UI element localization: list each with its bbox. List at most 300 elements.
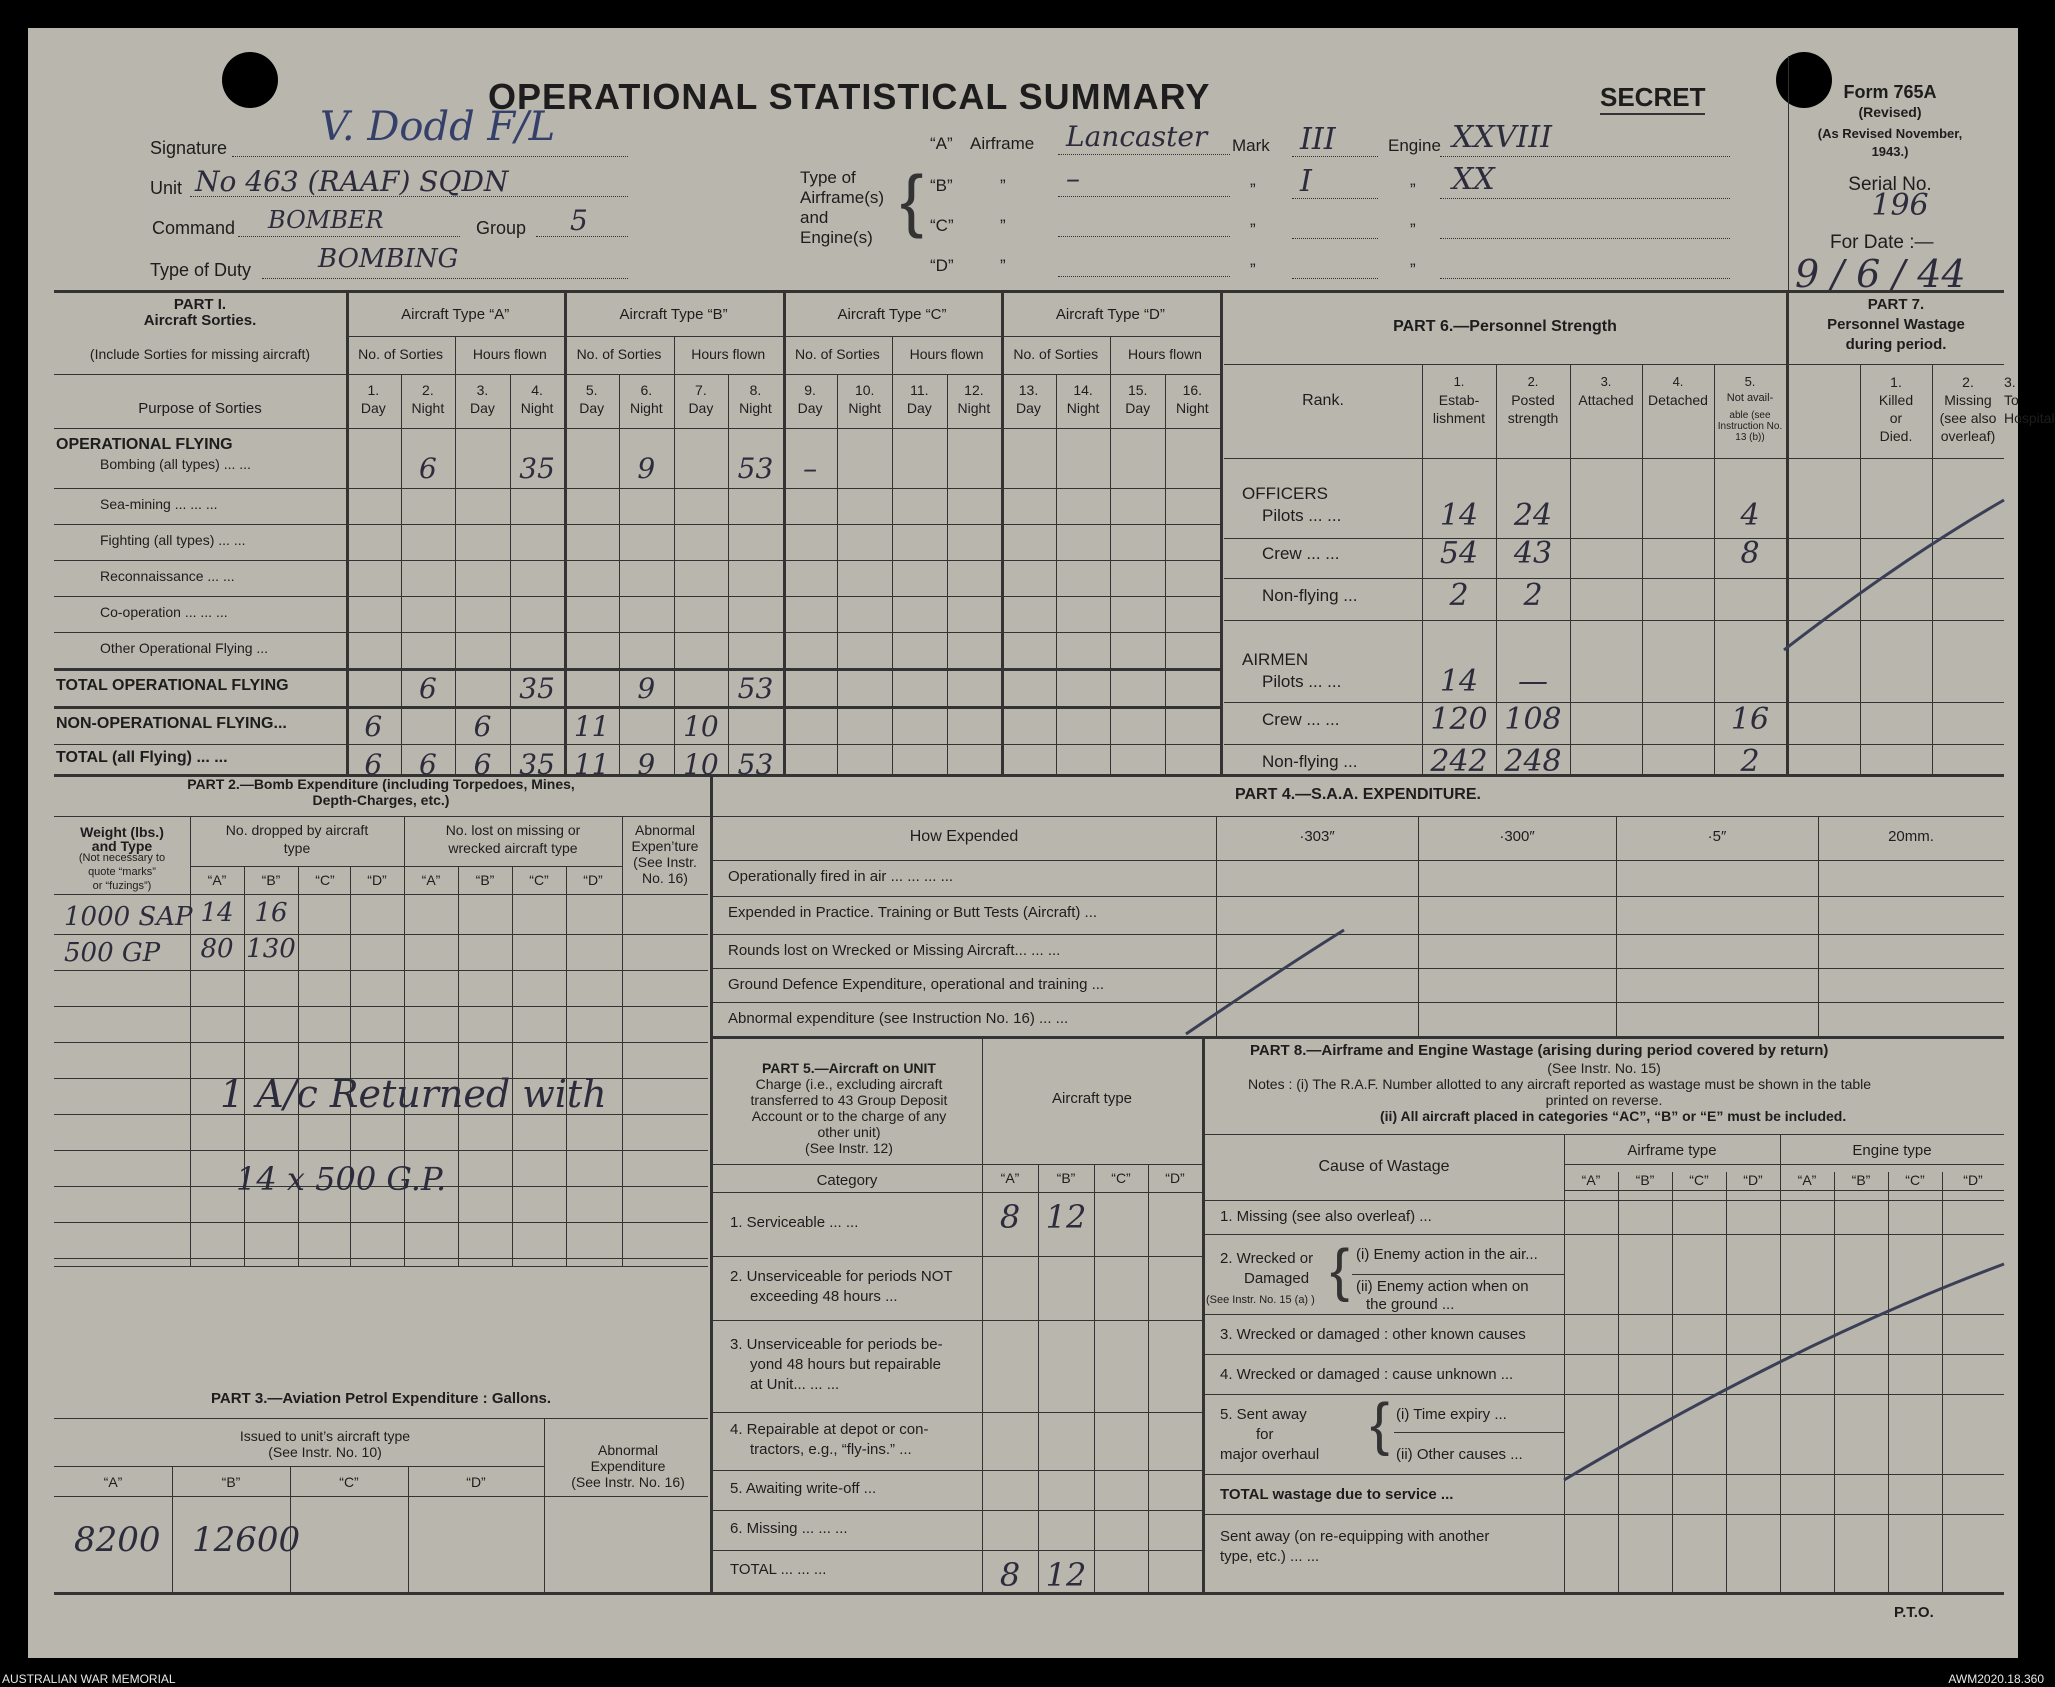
sortie-row-label: Bombing (all types) ... ...	[100, 456, 251, 472]
p6-col-number: 4.	[1672, 374, 1684, 389]
p6-col-number: 3.	[1600, 374, 1612, 389]
form-title: OPERATIONAL STATISTICAL SUMMARY	[488, 76, 1211, 117]
p3-letter: “A”	[103, 1474, 123, 1490]
p7-col-title: (see also	[1939, 410, 1997, 426]
part4-strike	[1186, 930, 1344, 1034]
personnel-value: 2	[1740, 744, 1760, 779]
p7-col-title: 2.	[1962, 374, 1974, 390]
saa-caliber: ·303″	[1299, 828, 1335, 845]
sortie-row-label: Fighting (all types) ... ...	[100, 532, 246, 548]
p6-col-title2: strength	[1507, 410, 1559, 426]
p6-col-number: 5.	[1744, 374, 1756, 389]
aircraft-type-header: Aircraft Type “D”	[1055, 306, 1165, 323]
airframe-label: Airframe	[970, 134, 1035, 153]
issued-header2: (See Instr. No. 10)	[268, 1444, 382, 1460]
sortie-row-label: Sea-mining ... ... ...	[100, 496, 218, 512]
col-number: 8.	[749, 382, 762, 398]
col-number: 3.	[476, 382, 489, 398]
weight-header: or “fuzings”)	[92, 880, 152, 892]
enemy-ground: (ii) Enemy action when on	[1356, 1278, 1529, 1295]
col-daynight: Day	[1016, 400, 1041, 416]
bomb-type: 500 GP	[64, 938, 161, 968]
date-value: 9 / 6 / 44	[1795, 252, 1966, 296]
p6-col-title2: lishment	[1432, 410, 1486, 426]
category-header: Category	[816, 1172, 878, 1189]
sent-away: 5. Sent away	[1220, 1406, 1307, 1423]
personnel-value: 16	[1730, 702, 1770, 737]
sorties-header: No. of Sorties	[794, 346, 880, 362]
sortie-value: 9	[637, 672, 656, 705]
p6-col-title: Not avail-	[1726, 392, 1774, 404]
sortie-value: 53	[737, 672, 774, 705]
col-number: 11.	[910, 382, 929, 398]
category-label3: at Unit... ... ...	[750, 1376, 840, 1393]
p7-col-title: To	[2004, 392, 2019, 408]
total-wastage: TOTAL wastage due to service ...	[1220, 1486, 1454, 1503]
weight-header: Weight (lbs.)	[80, 824, 164, 840]
sortie-value: 10	[683, 710, 719, 743]
group-value: 5	[570, 204, 588, 237]
p7-col-title: or	[1889, 410, 1903, 426]
sortie-row-label: Co-operation ... ... ...	[100, 604, 228, 620]
ditto-mark: ”	[1410, 260, 1416, 279]
part1-include: (Include Sorties for missing aircraft)	[89, 346, 311, 362]
secret-label: SECRET	[1600, 82, 1705, 115]
aircraft-count-a: 8	[999, 1198, 1021, 1236]
aircraft-type-header: Aircraft type	[1051, 1090, 1133, 1107]
col-daynight: Night	[1066, 400, 1100, 416]
col-daynight: Night	[848, 400, 882, 416]
category-label: 2. Unserviceable for periods NOT	[730, 1268, 953, 1285]
p3-letter: “B”	[221, 1474, 241, 1490]
petrol-value: 8200	[74, 1520, 161, 1560]
personnel-value: 54	[1439, 536, 1479, 571]
ditto-mark: ”	[1410, 220, 1416, 239]
saa-caliber: 20mm.	[1888, 828, 1934, 845]
how-expended-header: How Expended	[909, 828, 1019, 845]
ditto-mark: ”	[1410, 180, 1416, 199]
sortie-row-label: TOTAL (all Flying) ... ...	[56, 749, 228, 766]
col-number: 1.	[367, 382, 380, 398]
personnel-value: 120	[1430, 702, 1488, 737]
date-label: For Date :—	[1830, 232, 1934, 253]
rank-header: Rank.	[1302, 392, 1344, 409]
saa-row-label: Ground Defence Expenditure, operational and training ...	[728, 976, 1105, 993]
enemy-air: (i) Enemy action in the air...	[1356, 1246, 1538, 1263]
ditto-mark: ”	[1000, 256, 1006, 275]
category-label2: yond 48 hours but repairable	[750, 1356, 941, 1373]
part1-title: PART I.	[173, 296, 227, 313]
p2-letter-header: “D”	[583, 872, 603, 888]
part7-title: PART 7.	[1867, 296, 1925, 313]
aircraft-count-b: 12	[1045, 1556, 1087, 1594]
airframe-letter: “D”	[930, 256, 954, 275]
p7-col-title: overleaf)	[1940, 428, 1996, 444]
sortie-value: 9	[637, 452, 656, 485]
purpose-label: Purpose of Sorties	[138, 400, 262, 417]
col-daynight: Night	[739, 400, 772, 416]
ditto-mark: ”	[1000, 216, 1006, 235]
p8-letter: “A”	[1797, 1172, 1817, 1188]
sortie-value: 53	[737, 748, 774, 781]
part5-title: other unit)	[817, 1124, 881, 1140]
p6-col-title2: able (see Instruction No. 13 (b))	[1717, 410, 1783, 443]
operational-flying-heading: OPERATIONAL FLYING	[56, 436, 233, 453]
category-label: 5. Awaiting write-off ...	[730, 1480, 877, 1497]
part5-title: transferred to 43 Group Deposit	[750, 1092, 948, 1108]
p7-col-title: Killed	[1878, 392, 1914, 408]
sortie-value: 6	[364, 748, 383, 781]
airframe-letter: “C”	[930, 216, 954, 235]
airframe-type-header: Airframe type	[1627, 1142, 1717, 1159]
personnel-value: 248	[1504, 744, 1562, 779]
category-label: 4. Repairable at depot or con-	[730, 1421, 929, 1438]
time-expiry: (i) Time expiry ...	[1396, 1406, 1507, 1423]
part5-title: Charge (i.e., excluding aircraft	[755, 1076, 943, 1092]
p5-letter: “A”	[1000, 1170, 1020, 1186]
signature-label: Signature	[150, 138, 228, 158]
p3-abnormal-header: Abnormal	[598, 1442, 658, 1458]
p8-letter: “B”	[1635, 1172, 1655, 1188]
dropped-header2: type	[283, 840, 311, 856]
aircraft-count-b: 12	[1045, 1198, 1087, 1236]
mark-value: I	[1300, 164, 1312, 199]
p2-letter-header: “C”	[315, 872, 335, 888]
col-number: 15.	[1127, 382, 1148, 398]
saa-caliber: ·300″	[1499, 828, 1535, 845]
col-daynight: Day	[906, 400, 932, 416]
part8-note1b: printed on reverse.	[1545, 1092, 1663, 1108]
part7-subtitle: Personnel Wastage	[1827, 316, 1965, 333]
officers-heading: OFFICERS	[1242, 484, 1328, 503]
p8-letter: “D”	[1963, 1172, 1983, 1188]
form-revised: (Revised)	[1858, 104, 1922, 120]
sortie-value: 11	[573, 748, 610, 781]
aircraft-type-header: Aircraft Type “C”	[837, 306, 947, 323]
category-label2: exceeding 48 hours ...	[750, 1288, 898, 1305]
airframe-letter: “B”	[930, 176, 953, 195]
sortie-value: –	[803, 452, 818, 485]
pto-label: P.T.O.	[1894, 1604, 1934, 1621]
personnel-value: 242	[1430, 744, 1488, 779]
personnel-value: 2	[1523, 578, 1543, 613]
col-number: 7.	[695, 382, 707, 398]
col-daynight: Night	[1175, 400, 1209, 416]
bomb-count-b: 130	[246, 934, 296, 964]
personnel-row-label: Non-flying ...	[1262, 586, 1358, 605]
part8-strike	[1564, 1264, 2004, 1480]
saa-caliber: ·5″	[1707, 828, 1727, 845]
part8-note1: Notes : (i) The R.A.F. Number allotted to any aircraft reported as wastage must be shown in the table	[1248, 1076, 1872, 1092]
unit-label: Unit	[150, 178, 183, 198]
sent-reequip: Sent away (on re-equipping with another	[1220, 1528, 1490, 1545]
serial-value: 196	[1871, 188, 1929, 223]
part5-title: Account or to the charge of any	[751, 1108, 947, 1124]
wastage-other: 3. Wrecked or damaged : other known causes	[1220, 1326, 1526, 1343]
weight-header: (Not necessary to	[78, 852, 166, 864]
issued-header: Issued to unit’s aircraft type	[239, 1428, 411, 1444]
category-label2: tractors, e.g., “fly-ins.” ...	[750, 1441, 912, 1458]
airframe-letter: “A”	[930, 134, 953, 153]
col-number: 16.	[1182, 382, 1203, 398]
sortie-value: 6	[418, 672, 437, 705]
enemy-ground2: the ground ...	[1366, 1296, 1455, 1313]
p5-letter: “C”	[1111, 1170, 1131, 1186]
p3-abnormal-header: Expenditure	[590, 1458, 666, 1474]
sortie-row-label: TOTAL OPERATIONAL FLYING	[56, 677, 289, 694]
saa-row-label: Abnormal expenditure (see Instruction No. 16) ... ...	[728, 1010, 1069, 1027]
ditto-mark: ”	[1000, 176, 1006, 195]
overhaul-brace: {	[1370, 1392, 1390, 1457]
personnel-value: 2	[1449, 578, 1469, 613]
ditto-mark: ”	[1250, 180, 1256, 199]
engine-value: XXVIII	[1452, 120, 1552, 155]
category-label: 6. Missing ... ... ...	[730, 1520, 848, 1537]
sortie-value: 6	[418, 452, 437, 485]
aircraft-type-header: Aircraft Type “B”	[619, 306, 728, 323]
aircraft-count-a: 8	[999, 1556, 1021, 1594]
airframe-value: Lancaster	[1066, 120, 1208, 153]
lost-header2: wrecked aircraft type	[448, 840, 578, 856]
p7-col-title: 1.	[1890, 374, 1902, 390]
sent-away-for: for	[1256, 1426, 1274, 1443]
command-value: BOMBER	[268, 206, 384, 234]
personnel-value: 14	[1439, 664, 1479, 699]
airframes-label: Airframe(s)	[800, 188, 885, 207]
saa-row-label: Expended in Practice. Training or Butt Tests (Aircraft) ...	[728, 904, 1098, 921]
part4-title: PART 4.—S.A.A. EXPENDITURE.	[1235, 786, 1481, 803]
p2-letter-header: “B”	[475, 872, 495, 888]
p8-letter: “B”	[1851, 1172, 1871, 1188]
bomb-count-b: 16	[254, 898, 288, 928]
type-of-label: Type of	[800, 168, 856, 187]
wastage-brace: {	[1330, 1238, 1350, 1303]
personnel-value: —	[1518, 664, 1548, 699]
part8-note2: (ii) All aircraft placed in categories “AC”, “B” or “E” must be included.	[1380, 1108, 1847, 1124]
p6-col-number: 2.	[1527, 374, 1539, 389]
handwritten-note: 1 A/c Returned with	[220, 1072, 607, 1116]
col-daynight: Night	[520, 400, 554, 416]
part7-strike	[1784, 500, 2004, 650]
col-number: 12.	[964, 382, 984, 398]
personnel-row-label: Pilots ... ...	[1262, 506, 1342, 525]
part2-title: PART 2.—Bomb Expenditure (including Torpedoes, Mines,	[187, 776, 575, 792]
ditto-mark: ”	[1250, 220, 1256, 239]
p3-letter: “C”	[339, 1474, 359, 1490]
engines-label: Engine(s)	[800, 228, 873, 247]
saa-row-label: Rounds lost on Wrecked or Missing Aircraft... ... ...	[728, 942, 1061, 959]
sent-reequip2: type, etc.) ... ...	[1220, 1548, 1320, 1565]
p3-abnormal-header: (See Instr. No. 16)	[571, 1474, 685, 1490]
sortie-row-label: Reconnaissance ... ...	[100, 568, 235, 584]
sortie-value: 53	[737, 452, 774, 485]
airmen-heading: AIRMEN	[1242, 650, 1309, 669]
sorties-header: No. of Sorties	[576, 346, 662, 362]
handwritten-note2: 14 x 500 G.P.	[236, 1160, 447, 1198]
weight-header: quote “marks”	[88, 866, 156, 878]
hours-header: Hours flown	[691, 346, 766, 362]
col-number: 4.	[531, 382, 543, 398]
personnel-row-label: Non-flying ...	[1262, 752, 1358, 771]
col-number: 9.	[804, 382, 816, 398]
other-causes: (ii) Other causes ...	[1396, 1446, 1523, 1463]
p2-letter-header: “B”	[261, 872, 281, 888]
p5-letter: “B”	[1056, 1170, 1076, 1186]
header-brace: {	[900, 161, 924, 239]
footer-left: AUSTRALIAN WAR MEMORIAL	[2, 1672, 176, 1686]
aircraft-type-header: Aircraft Type “A”	[401, 306, 510, 323]
major-overhaul: major overhaul	[1220, 1446, 1320, 1463]
unit-value: No 463 (RAAF) SQDN	[195, 165, 509, 198]
group-label: Group	[476, 218, 527, 238]
sortie-value: 6	[364, 710, 383, 743]
category-label: 1. Serviceable ... ...	[730, 1214, 859, 1231]
p2-letter-header: “C”	[529, 872, 549, 888]
col-daynight: Day	[797, 400, 823, 416]
p6-col-title: Posted	[1511, 392, 1555, 408]
cause-header: Cause of Wastage	[1318, 1158, 1450, 1175]
col-daynight: Day	[579, 400, 605, 416]
personnel-value: 108	[1504, 702, 1562, 737]
p6-col-title: Estab-	[1438, 392, 1480, 408]
hours-header: Hours flown	[472, 346, 547, 362]
p2-letter-header: “A”	[421, 872, 441, 888]
sortie-value: 35	[519, 672, 555, 705]
sortie-value: 9	[637, 748, 656, 781]
p7-col-title: 3.	[2004, 374, 2016, 390]
col-number: 10.	[854, 382, 875, 398]
engine-type-header: Engine type	[1852, 1142, 1932, 1159]
part8-see: (See Instr. No. 15)	[1547, 1060, 1661, 1076]
wastage-wrecked: 2. Wrecked or	[1220, 1250, 1314, 1267]
serial-label: Serial No.	[1848, 174, 1932, 195]
part5-title: PART 5.—Aircraft on UNIT	[762, 1060, 936, 1076]
sortie-value: 6	[473, 710, 492, 743]
duty-label: Type of Duty	[150, 260, 252, 280]
bomb-type: 1000 SAP	[64, 902, 193, 932]
footer-right: AWM2020.18.360	[1948, 1672, 2044, 1686]
command-label: Command	[152, 218, 236, 238]
engine-value: XX	[1452, 162, 1495, 197]
col-daynight: Day	[360, 400, 386, 416]
sortie-value: 35	[519, 748, 555, 781]
personnel-row-label: Crew ... ...	[1262, 710, 1340, 729]
abnormal-header: No. 16)	[642, 870, 688, 886]
personnel-value: 8	[1740, 536, 1760, 571]
personnel-value: 24	[1513, 498, 1553, 533]
sortie-value: 35	[519, 452, 555, 485]
sorties-header: No. of Sorties	[1013, 346, 1099, 362]
abnormal-header: Abnormal	[635, 822, 695, 838]
col-daynight: Day	[688, 400, 714, 416]
sortie-value: 6	[473, 748, 492, 781]
hours-header: Hours flown	[909, 346, 984, 362]
duty-value: BOMBING	[318, 244, 459, 274]
col-daynight: Day	[1125, 400, 1151, 416]
part2-title2: Depth-Charges, etc.)	[312, 792, 450, 808]
p7-col-title: Hospital	[2004, 410, 2055, 426]
personnel-value: 14	[1439, 498, 1479, 533]
wastage-instr: (See Instr. No. 15 (a) )	[1206, 1294, 1315, 1306]
part5-title: (See Instr. 12)	[805, 1140, 893, 1156]
personnel-value: 43	[1513, 536, 1553, 571]
p6-col-title: Detached	[1648, 392, 1708, 408]
col-number: 13.	[1018, 382, 1039, 398]
wastage-missing: 1. Missing (see also overleaf) ...	[1220, 1208, 1432, 1225]
col-number: 14.	[1073, 382, 1093, 398]
wastage-unknown: 4. Wrecked or damaged : cause unknown ...	[1220, 1366, 1514, 1383]
abnormal-header: Expen’ture	[631, 838, 699, 854]
p6-col-number: 1.	[1453, 374, 1465, 389]
col-daynight: Night	[957, 400, 991, 416]
petrol-value: 12600	[192, 1520, 301, 1560]
p8-letter: “C”	[1689, 1172, 1709, 1188]
p8-letter: “D”	[1743, 1172, 1763, 1188]
dropped-header: No. dropped by aircraft	[225, 822, 369, 838]
sortie-value: 11	[573, 710, 610, 743]
and-label: and	[800, 208, 829, 227]
personnel-row-label: Pilots ... ...	[1262, 672, 1342, 691]
personnel-row-label: Crew ... ...	[1262, 544, 1340, 563]
weight-header: and Type	[91, 838, 153, 854]
personnel-value: 4	[1740, 498, 1760, 533]
bomb-count-a: 14	[200, 898, 234, 928]
form-year: 1943.)	[1871, 144, 1909, 159]
col-number: 6.	[640, 382, 653, 398]
col-number: 5.	[585, 382, 598, 398]
col-daynight: Night	[629, 400, 663, 416]
form-as-revised: (As Revised November,	[1817, 126, 1963, 141]
col-daynight: Day	[470, 400, 495, 416]
part3-title: PART 3.—Aviation Petrol Expenditure : Gallons.	[210, 1390, 552, 1407]
form-number: Form 765A	[1843, 82, 1937, 102]
col-number: 2.	[422, 382, 434, 398]
part8-title: PART 8.—Airframe and Engine Wastage (arising during period covered by return)	[1250, 1042, 1829, 1059]
airframe-value: –	[1066, 162, 1080, 195]
engine-label: Engine	[1388, 136, 1441, 155]
category-label: 3. Unserviceable for periods be-	[730, 1336, 943, 1353]
saa-row-label: Operationally fired in air ... ... ... ...	[728, 868, 954, 885]
hours-header: Hours flown	[1128, 346, 1202, 362]
p6-col-title: Attached	[1578, 392, 1634, 408]
p7-col-title: Died.	[1879, 428, 1913, 444]
part6-title: PART 6.—Personnel Strength	[1393, 318, 1617, 335]
abnormal-header: (See Instr.	[633, 854, 697, 870]
sorties-header: No. of Sorties	[358, 346, 443, 362]
part1-subtitle: Aircraft Sorties.	[143, 312, 257, 329]
lost-header: No. lost on missing or	[445, 822, 581, 838]
p7-col-title: Missing	[1944, 392, 1992, 408]
signature-value: V. Dodd F/L	[320, 104, 556, 150]
ditto-mark: ”	[1250, 260, 1256, 279]
p8-letter: “C”	[1905, 1172, 1925, 1188]
p3-letter: “D”	[466, 1474, 486, 1490]
part7-subtitle2: during period.	[1845, 336, 1947, 353]
sortie-row-label: Other Operational Flying ...	[100, 640, 269, 656]
p8-letter: “A”	[1581, 1172, 1601, 1188]
sortie-value: 10	[683, 748, 719, 781]
bomb-count-a: 80	[200, 934, 234, 964]
p2-letter-header: “A”	[207, 872, 227, 888]
category-label: TOTAL ... ... ...	[730, 1561, 827, 1578]
mark-value: III	[1300, 122, 1336, 157]
p2-letter-header: “D”	[367, 872, 387, 888]
col-daynight: Night	[411, 400, 445, 416]
mark-label: Mark	[1232, 136, 1270, 155]
wastage-damaged: Damaged	[1244, 1270, 1310, 1287]
sortie-value: 6	[418, 748, 437, 781]
sortie-row-label: NON-OPERATIONAL FLYING...	[56, 715, 287, 732]
